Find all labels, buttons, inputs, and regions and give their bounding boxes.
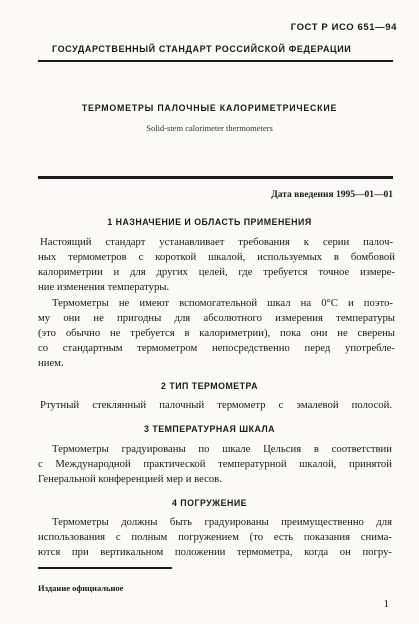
section-4-line-1: Термометры должны быть градуированы преимущественно для xyxy=(52,516,392,528)
section-1-line-8: со стандартным термометром непосредственно перед употребле- xyxy=(38,342,395,354)
section-4-heading: 4 ПОГРУЖЕНИЕ xyxy=(171,498,248,508)
section-2-heading: 2 ТИП ТЕРМОМЕТРА xyxy=(161,381,258,391)
section-4-line-3: ются при вертикальном положении термометра, когда он погру- xyxy=(38,546,392,558)
section-3-line-1: Термометры градуированы по шкале Цельсия в соответствии xyxy=(52,443,392,455)
section-1-line-7: (это обычно не требуется в калориметрии), пока они не сверены xyxy=(38,327,395,339)
document-code: ГОСТ Р ИСО 651—94 xyxy=(290,22,397,33)
header-rule xyxy=(38,60,393,62)
introduction-date: Дата введения 1995—01—01 xyxy=(271,190,393,200)
section-1-line-2: ных термометров с короткой шкалой, используемых в бомбовой xyxy=(38,251,395,263)
section-3-line-2: с Международной практической температурной шкалой, принятой xyxy=(38,458,392,470)
section-1-line-4: ние изменения температуры. xyxy=(38,281,170,293)
section-1-line-6: му они не пригодны для абсолютного измерения температуры xyxy=(38,312,395,324)
section-3-heading: 3 ТЕМПЕРАТУРНАЯ ШКАЛА xyxy=(144,424,275,434)
section-2-line-1: Ртутный стеклянный палочный термометр с эмалевой полосой. xyxy=(40,399,392,411)
edition-note: Издание официальное xyxy=(38,583,124,593)
section-1-line-1: Настоящий стандарт устанавливает требования к серии палоч- xyxy=(40,236,393,248)
section-1-line-5: Термометры не имеют вспомогательной шкал на 0°С и поэто- xyxy=(52,297,393,309)
section-3-line-3: Генеральной конференцией мер и весов. xyxy=(38,473,222,485)
page-number: 1 xyxy=(383,598,389,610)
section-4-line-2: использования с полным погружением (то есть показания снима- xyxy=(38,531,392,543)
section-1-line-9: нием. xyxy=(38,357,64,369)
footnote-rule xyxy=(38,567,172,569)
document-title: ТЕРМОМЕТРЫ ПАЛОЧНЫЕ КАЛОРИМЕТРИЧЕСКИЕ xyxy=(81,103,338,113)
title-rule xyxy=(38,176,393,179)
standard-title: ГОСУДАРСТВЕННЫЙ СТАНДАРТ РОССИЙСКОЙ ФЕДЕРАЦИИ xyxy=(52,44,352,54)
document-subtitle-en: Solid-stem calorimeter thermometers xyxy=(146,123,273,133)
section-1-line-3: калориметрии и для других целей, где требуется точное измере- xyxy=(38,266,395,278)
section-1-heading: 1 НАЗНАЧЕНИЕ И ОБЛАСТЬ ПРИМЕНЕНИЯ xyxy=(107,217,312,227)
